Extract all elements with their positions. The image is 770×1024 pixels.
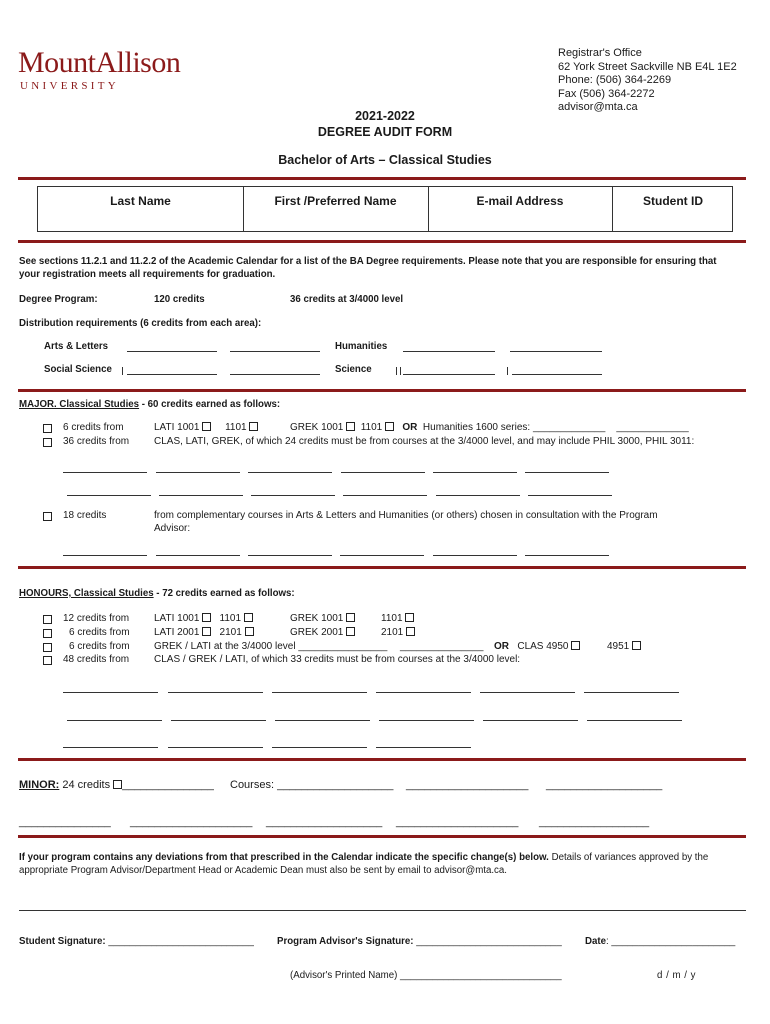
major-grek-1001: GREK 1001 1101 OR Humanities 1600 series: _____________ _____________ xyxy=(290,422,689,433)
clas-4950-checkbox[interactable] xyxy=(571,641,580,650)
lati-1001-checkbox[interactable] xyxy=(202,422,211,431)
science-blank-2[interactable] xyxy=(512,374,602,375)
honours-row3-blank[interactable]: _______________ xyxy=(400,641,484,652)
lati-2101-checkbox[interactable] xyxy=(245,627,254,636)
minor-credits: 24 credits xyxy=(62,779,111,791)
humanities-label: Humanities xyxy=(335,341,388,352)
course-blank[interactable] xyxy=(272,692,367,693)
registrar-email: advisor@mta.ca xyxy=(558,101,638,113)
minor-blank[interactable]: _______________ xyxy=(122,779,214,791)
minor-row xyxy=(19,779,214,791)
honours-checkbox-3[interactable] xyxy=(43,643,52,652)
honours-checkbox-2[interactable] xyxy=(43,629,52,638)
course-blank[interactable] xyxy=(480,692,575,693)
major-row3-desc-1: from complementary courses in Arts & Letters and Humanities (or others) chosen in consultation with the Program xyxy=(154,510,658,521)
last-name-field[interactable]: Last Name xyxy=(110,194,171,208)
social-science-label: Social Science xyxy=(44,364,112,375)
major-row1-credits: 6 credits from xyxy=(63,422,124,433)
honours-row4-credits: 48 credits from xyxy=(63,654,130,665)
course-blank[interactable] xyxy=(63,555,147,556)
intro-line-1: See sections 11.2.1 and 11.2.2 of the Academic Calendar for a list of the BA Degree requirements. Please note that you are responsible for ensuring that xyxy=(19,256,717,267)
minor-checkbox[interactable] xyxy=(113,780,122,789)
course-blank[interactable] xyxy=(248,472,332,473)
date-format-hint: d / m / y xyxy=(657,970,696,981)
minor-row2-blank-3[interactable]: ___________________ xyxy=(266,816,383,828)
lati-1101-checkbox[interactable] xyxy=(249,422,258,431)
registrar-fax: Fax (506) 364-2272 xyxy=(558,87,655,100)
science-label: Science xyxy=(335,364,372,375)
deviation-input-line[interactable] xyxy=(19,910,746,911)
social-science-blank-1[interactable] xyxy=(127,374,217,375)
course-blank[interactable] xyxy=(525,555,609,556)
course-blank[interactable] xyxy=(376,692,471,693)
honours-row3-desc: GREK / LATI at the 3/4000 level ________________ xyxy=(154,641,388,652)
course-blank[interactable] xyxy=(376,747,471,748)
course-blank[interactable] xyxy=(156,555,240,556)
intro-line-2: your registration meets all requirements for graduation. xyxy=(19,269,276,280)
student-signature-label: Student Signature: xyxy=(19,936,106,947)
course-blank[interactable] xyxy=(168,692,263,693)
divider xyxy=(18,177,746,180)
course-blank[interactable] xyxy=(587,720,682,721)
grek-2001-checkbox[interactable] xyxy=(346,627,355,636)
registrar-office: Registrar's Office xyxy=(558,47,642,59)
major-row2-desc: CLAS, LATI, GREK, of which 24 credits must be from courses at the 3/4000 level, and may include PHIL 3000, PHIL 3011: xyxy=(154,436,695,447)
major-checkbox-3[interactable] xyxy=(43,512,52,521)
major-heading: MAJOR. Classical Studies - 60 credits earned as follows: xyxy=(19,399,281,410)
major-checkbox-1[interactable] xyxy=(43,424,52,433)
course-blank[interactable] xyxy=(171,720,266,721)
distribution-heading: Distribution requirements (6 credits from each area): xyxy=(19,318,262,329)
arts-letters-label: Arts & Letters xyxy=(44,341,109,352)
honours-row2-credits: 6 credits from xyxy=(69,627,130,638)
course-blank[interactable] xyxy=(67,720,162,721)
grek-1101-checkbox[interactable] xyxy=(405,613,414,622)
course-blank[interactable] xyxy=(436,495,520,496)
course-blank[interactable] xyxy=(343,495,427,496)
student-info-table xyxy=(37,186,733,232)
course-blank[interactable] xyxy=(248,555,332,556)
date-label: Date xyxy=(585,936,606,947)
major-checkbox-2[interactable] xyxy=(43,438,52,447)
minor-label: MINOR: xyxy=(19,779,60,791)
logo-subtitle: UNIVERSITY xyxy=(20,80,119,92)
arts-letters-blank-2[interactable] xyxy=(230,351,320,352)
major-lati-1001: LATI 1001 1101 xyxy=(154,422,258,433)
deviation-line-2: appropriate Program Advisor/Department Head or Academic Dean must also be sent by email to advisor@mta.ca. xyxy=(19,865,507,876)
course-blank[interactable] xyxy=(525,472,609,473)
clas-4951-checkbox[interactable] xyxy=(632,641,641,650)
degree-credits: 120 credits xyxy=(154,294,205,305)
course-blank[interactable] xyxy=(433,555,517,556)
course-blank[interactable] xyxy=(340,555,424,556)
honours-checkbox-4[interactable] xyxy=(43,656,52,665)
grek-2101-checkbox[interactable] xyxy=(406,627,415,636)
minor-row2-blank-2[interactable]: ____________________ xyxy=(130,816,253,828)
grek-1001-checkbox[interactable] xyxy=(346,613,355,622)
lati-2001-checkbox[interactable] xyxy=(202,627,211,636)
course-blank[interactable] xyxy=(63,472,147,473)
course-blank[interactable] xyxy=(67,495,151,496)
major-row3-desc-2: Advisor: xyxy=(154,523,191,534)
humanities-blank-2[interactable] xyxy=(510,351,602,352)
science-blank-1[interactable] xyxy=(403,374,495,375)
minor-blank-3[interactable]: ___________________ xyxy=(546,779,663,791)
divider xyxy=(18,758,746,761)
signature-row xyxy=(19,936,254,947)
humanities-blank-1[interactable] xyxy=(403,351,495,352)
date-field[interactable]: : _______________________ xyxy=(606,936,736,947)
divider xyxy=(18,566,746,569)
registrar-address: 62 York Street Sackville NB E4L 1E2 xyxy=(558,60,737,73)
lati-1101-checkbox[interactable] xyxy=(244,613,253,622)
student-signature-field[interactable]: ___________________________ xyxy=(108,936,254,947)
divider xyxy=(18,389,746,392)
course-blank[interactable] xyxy=(156,472,240,473)
divider xyxy=(18,835,746,838)
honours-heading: HONOURS, Classical Studies - 72 credits earned as follows: xyxy=(19,588,295,599)
honours-row4-desc: CLAS / GREK / LATI, of which 33 credits must be from courses at the 3/4000 level: xyxy=(154,654,521,665)
first-name-field[interactable]: First /Preferred Name xyxy=(274,194,397,208)
lati-1001-checkbox[interactable] xyxy=(202,613,211,622)
course-blank[interactable] xyxy=(251,495,335,496)
email-field[interactable]: E-mail Address xyxy=(476,194,564,208)
honours-row3-credits: 6 credits from xyxy=(69,641,130,652)
deviation-line-1: If your program contains any deviations from that prescribed in the Calendar indicate the specific change(s) below. Details of variances approved by the xyxy=(19,852,709,863)
course-blank[interactable] xyxy=(159,495,243,496)
major-row3-credits: 18 credits xyxy=(63,510,107,521)
student-id-field[interactable]: Student ID xyxy=(643,194,703,208)
course-blank[interactable] xyxy=(528,495,612,496)
honours-checkbox-1[interactable] xyxy=(43,615,52,624)
course-blank[interactable] xyxy=(483,720,578,721)
course-blank[interactable] xyxy=(275,720,370,721)
advisor-printed-name[interactable]: (Advisor's Printed Name) ______________________________ xyxy=(290,970,562,981)
honours-row1-credits: 12 credits from xyxy=(63,613,130,624)
arts-letters-blank-1[interactable] xyxy=(127,351,217,352)
degree-label: Degree Program: xyxy=(19,294,98,305)
course-blank[interactable] xyxy=(63,692,158,693)
social-science-blank-2[interactable] xyxy=(230,374,320,375)
advisor-signature-label: Program Advisor's Signature: xyxy=(277,936,414,947)
advisor-signature-field[interactable]: ___________________________ xyxy=(416,936,562,947)
course-blank[interactable] xyxy=(584,692,679,693)
minor-courses[interactable]: Courses: ___________________ xyxy=(230,779,394,791)
registrar-phone: Phone: (506) 364-2269 xyxy=(558,74,672,86)
divider xyxy=(18,240,746,243)
program-title: Bachelor of Arts – Classical Studies xyxy=(278,153,492,167)
major-row2-credits: 36 credits from xyxy=(63,436,130,447)
form-title: DEGREE AUDIT FORM xyxy=(317,125,453,139)
minor-row2-blank-5[interactable]: __________________ xyxy=(539,816,650,828)
form-year: 2021-2022 xyxy=(355,109,415,123)
course-blank[interactable] xyxy=(168,747,263,748)
course-blank[interactable] xyxy=(379,720,474,721)
course-blank[interactable] xyxy=(272,747,367,748)
course-blank[interactable] xyxy=(433,472,517,473)
course-blank[interactable] xyxy=(63,747,158,748)
minor-blank-2[interactable]: ____________________ xyxy=(406,779,529,791)
logo-name: MountAllison xyxy=(18,46,181,79)
registrar-block xyxy=(558,47,737,115)
degree-level: 36 credits at 3/4000 level xyxy=(290,294,404,305)
grek-1001-checkbox[interactable] xyxy=(346,422,355,431)
university-logo xyxy=(18,46,180,80)
minor-row2-blank-4[interactable]: ____________________ xyxy=(396,816,519,828)
course-blank[interactable] xyxy=(341,472,425,473)
minor-row2-blank-1[interactable]: _______________ xyxy=(19,816,111,828)
grek-1101-checkbox[interactable] xyxy=(385,422,394,431)
